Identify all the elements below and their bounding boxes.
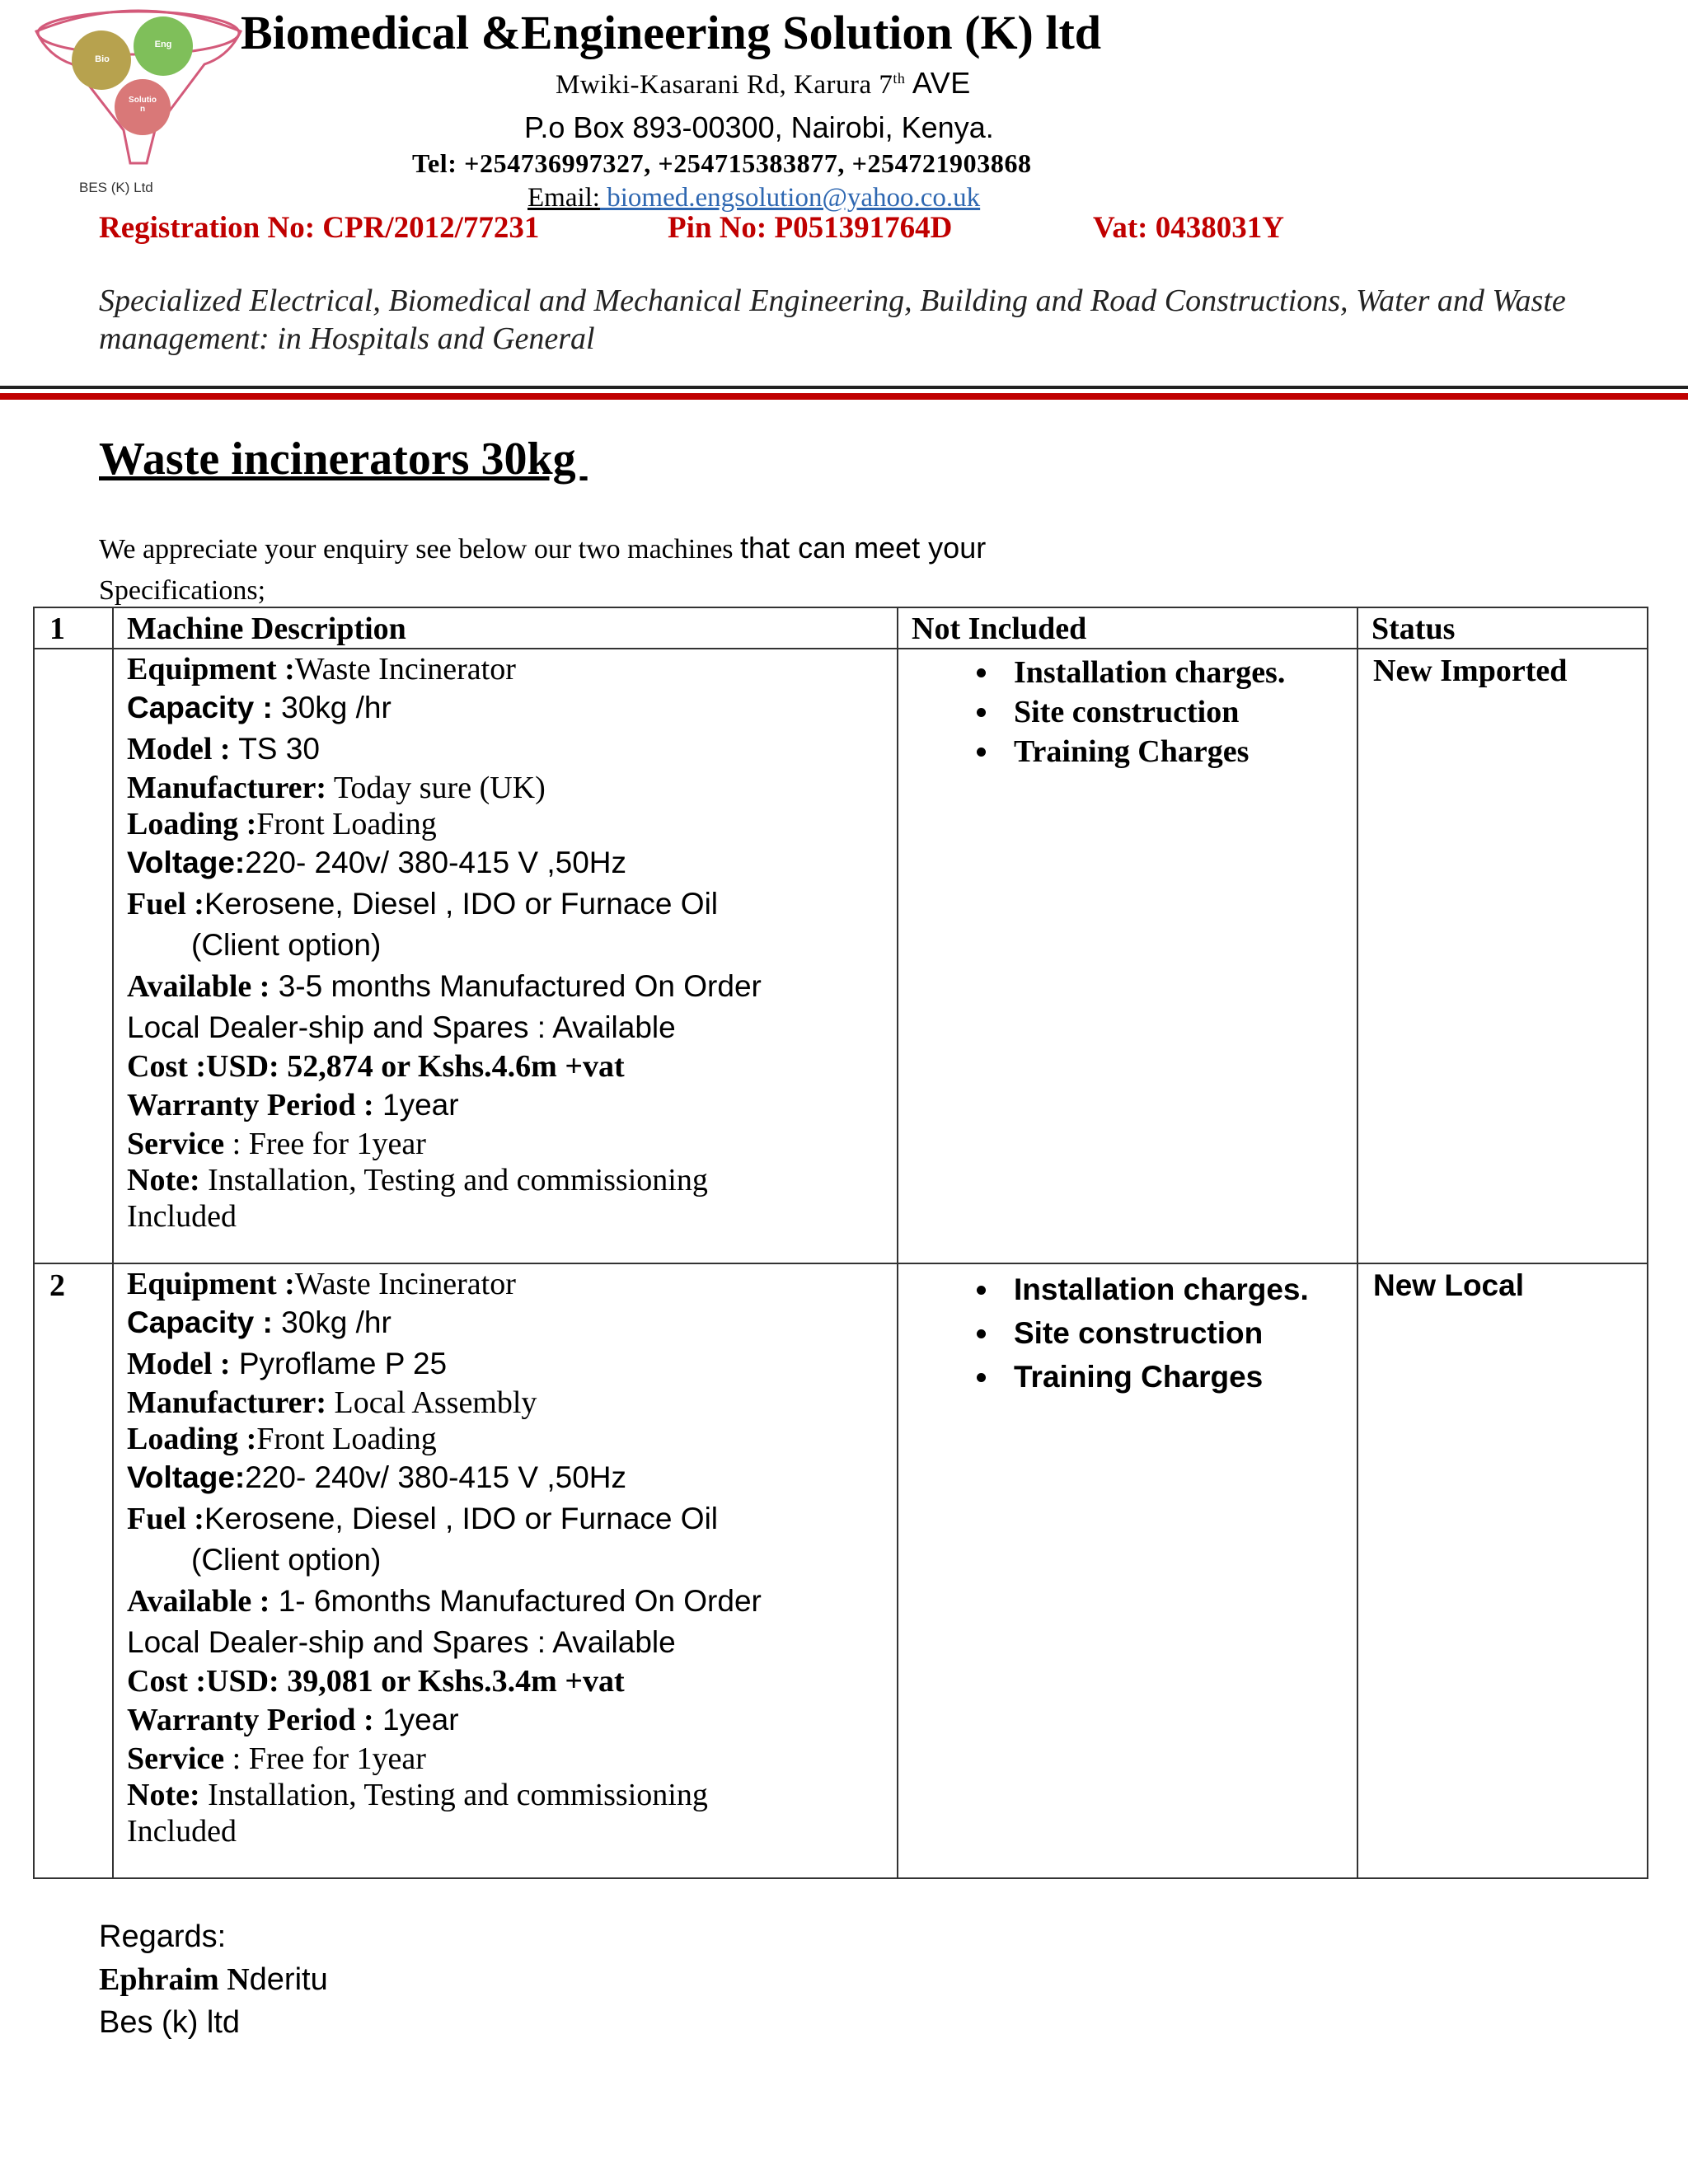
fuel-note: (Client option) — [191, 928, 382, 962]
equipment-value: Waste Incinerator — [294, 652, 516, 687]
loading-line — [127, 806, 897, 842]
model-value: TS 30 — [230, 732, 320, 766]
manufacturer-line — [127, 1385, 897, 1421]
logo-caption: BES (K) Ltd — [79, 180, 153, 195]
loading-label: Loading : — [127, 807, 257, 841]
telephone-line: Tel: +254736997327, +254715383877, +254721903868 — [412, 148, 1032, 178]
vat-number: Vat: 0438031Y — [1093, 211, 1284, 245]
equipment-line — [127, 1266, 897, 1302]
table-row — [34, 649, 1648, 1263]
intro-text-2: that can meet your — [740, 531, 987, 565]
loading-value: Front Loading — [256, 1422, 437, 1456]
signatory-name — [99, 1958, 328, 2001]
address-line-2: P.o Box 893-00300, Nairobi, Kenya. — [524, 110, 994, 144]
dealership-line: Local Dealer-ship and Spares : Available — [127, 1625, 676, 1659]
company-logo — [31, 7, 246, 196]
capacity-label: Capacity : — [127, 1305, 273, 1339]
address-street: Mwiki-Kasarani Rd, Karura 7 — [556, 70, 893, 100]
note-value: Installation, Testing and commissioning — [199, 1778, 708, 1812]
cost-line — [127, 1663, 897, 1699]
note-line — [127, 1162, 897, 1198]
availability-line — [127, 1581, 897, 1622]
logo-bio-label: Bio — [95, 54, 110, 64]
list-item: • Installation charges. — [1001, 1268, 1357, 1311]
machine-description — [113, 649, 898, 1263]
available-label: Available : — [127, 969, 270, 1004]
loading-value: Front Loading — [256, 807, 437, 841]
machine-description — [113, 1263, 898, 1878]
services-description: Specialized Electrical, Biomedical and Mechanical Engineering, Building and Road Constructions, Water and Waste management: in Hospitals and General — [99, 284, 1566, 356]
row-number: 2 — [34, 1263, 113, 1878]
voltage-value: 220- 240v/ 380-415 V ,50Hz — [245, 846, 627, 879]
registration-number: Registration No: CPR/2012/77231 — [99, 211, 540, 245]
capacity-line — [127, 687, 897, 729]
model-value: Pyroflame P 25 — [230, 1347, 448, 1380]
note-line — [127, 1777, 897, 1813]
loading-line — [127, 1421, 897, 1457]
fuel-label: Fuel : — [127, 887, 204, 921]
logo-eng-label: Eng — [154, 40, 172, 49]
header-divider-red — [0, 393, 1688, 400]
warranty-value: 1year — [373, 1088, 459, 1122]
signatory-company: Bes (k) ltd — [99, 2005, 241, 2040]
fuel-note: (Client option) — [191, 1543, 382, 1577]
cost-value: Cost :USD: 52,874 or Kshs.4.6m +vat — [127, 1049, 625, 1084]
header-number: 1 — [34, 607, 113, 649]
signatory-name-rest: deritu — [249, 1962, 328, 1997]
note-label: Note: — [127, 1778, 200, 1812]
header-not-included: Not Included — [898, 607, 1357, 649]
status-cell: New Imported — [1357, 649, 1648, 1263]
fuel-line — [127, 1498, 897, 1540]
closing-block — [99, 1915, 328, 2044]
manufacturer-line — [127, 770, 897, 806]
list-item: • Site construction — [1001, 692, 1357, 732]
quote-table — [33, 607, 1648, 1879]
equipment-value: Waste Incinerator — [294, 1267, 516, 1301]
loading-label: Loading : — [127, 1422, 257, 1456]
manufacturer-label: Manufacturer: — [127, 771, 327, 805]
model-line — [127, 729, 897, 770]
not-included-list — [898, 649, 1357, 1263]
manufacturer-label: Manufacturer: — [127, 1385, 327, 1420]
manufacturer-value: Local Assembly — [326, 1385, 537, 1420]
voltage-line — [127, 1457, 897, 1498]
row-number — [34, 649, 113, 1263]
note-value: Installation, Testing and commissioning — [199, 1163, 708, 1197]
capacity-line — [127, 1302, 897, 1343]
available-value: 1- 6months Manufactured On Order — [270, 1584, 762, 1618]
equipment-line — [127, 651, 897, 687]
email-link[interactable]: biomed.engsolution@yahoo.co.uk — [599, 183, 981, 213]
intro-text-3: Specifications; — [99, 575, 266, 606]
email-line — [528, 183, 980, 213]
status-cell: New Local — [1357, 1263, 1648, 1878]
model-line — [127, 1343, 897, 1385]
warranty-line — [127, 1699, 897, 1741]
signatory-name-first: Ephraim N — [99, 1962, 250, 1997]
model-label: Model : — [127, 732, 231, 766]
logo-solution-label: Solutio n — [129, 96, 157, 114]
equipment-label: Equipment : — [127, 652, 295, 687]
service-value: : Free for 1year — [224, 1741, 426, 1776]
service-line — [127, 1741, 897, 1777]
not-included-list — [898, 1263, 1357, 1878]
fuel-value: Kerosene, Diesel , IDO or Furnace Oil — [204, 887, 719, 921]
cost-value: Cost :USD: 39,081 or Kshs.3.4m +vat — [127, 1664, 625, 1699]
note-continued: Included — [127, 1814, 237, 1849]
voltage-label: Voltage: — [127, 1460, 246, 1494]
list-item: • Training Charges — [1001, 1355, 1357, 1399]
voltage-value: 220- 240v/ 380-415 V ,50Hz — [245, 1460, 627, 1494]
email-label: Email: — [528, 183, 600, 213]
available-value: 3-5 months Manufactured On Order — [270, 969, 762, 1003]
available-label: Available : — [127, 1584, 270, 1619]
document-title: Waste incinerators 30kg — [99, 434, 588, 485]
address-avenue: AVE — [905, 66, 971, 100]
list-item: • Training Charges — [1001, 732, 1357, 771]
equipment-label: Equipment : — [127, 1267, 295, 1301]
header-status: Status — [1357, 607, 1648, 649]
model-label: Model : — [127, 1347, 231, 1381]
dealership-line: Local Dealer-ship and Spares : Available — [127, 1010, 676, 1044]
service-label: Service — [127, 1127, 225, 1161]
fuel-label: Fuel : — [127, 1502, 204, 1536]
company-name: Biomedical &Engineering Solution (K) ltd — [241, 6, 1102, 59]
capacity-label: Capacity : — [127, 691, 273, 724]
warranty-label: Warranty Period : — [127, 1703, 374, 1737]
capacity-value: 30kg /hr — [272, 691, 392, 724]
funnel-logo-icon — [31, 7, 246, 180]
voltage-label: Voltage: — [127, 846, 246, 879]
list-item: • Site construction — [1001, 1311, 1357, 1355]
voltage-line — [127, 842, 897, 883]
address-ordinal: th — [893, 70, 906, 87]
cost-line — [127, 1048, 897, 1085]
manufacturer-value: Today sure (UK) — [326, 771, 546, 805]
intro-paragraph — [99, 527, 1253, 612]
address-line-1 — [556, 66, 971, 101]
header-description: Machine Description — [113, 607, 898, 649]
capacity-value: 30kg /hr — [272, 1305, 392, 1339]
table-header-row — [34, 607, 1648, 649]
service-label: Service — [127, 1741, 225, 1776]
list-item: • Installation charges. — [1001, 653, 1357, 692]
pin-number: Pin No: P051391764D — [668, 211, 953, 245]
table-row — [34, 1263, 1648, 1878]
warranty-value: 1year — [373, 1703, 459, 1736]
header-divider-black — [0, 386, 1688, 389]
fuel-value: Kerosene, Diesel , IDO or Furnace Oil — [204, 1502, 719, 1535]
warranty-label: Warranty Period : — [127, 1088, 374, 1122]
service-value: : Free for 1year — [224, 1127, 426, 1161]
regards-text: Regards: — [99, 1919, 227, 1954]
service-line — [127, 1126, 897, 1162]
warranty-line — [127, 1085, 897, 1126]
note-continued: Included — [127, 1199, 237, 1234]
note-label: Note: — [127, 1163, 200, 1197]
availability-line — [127, 966, 897, 1007]
fuel-line — [127, 883, 897, 925]
intro-text-1: We appreciate your enquiry see below our two machines — [99, 534, 741, 565]
